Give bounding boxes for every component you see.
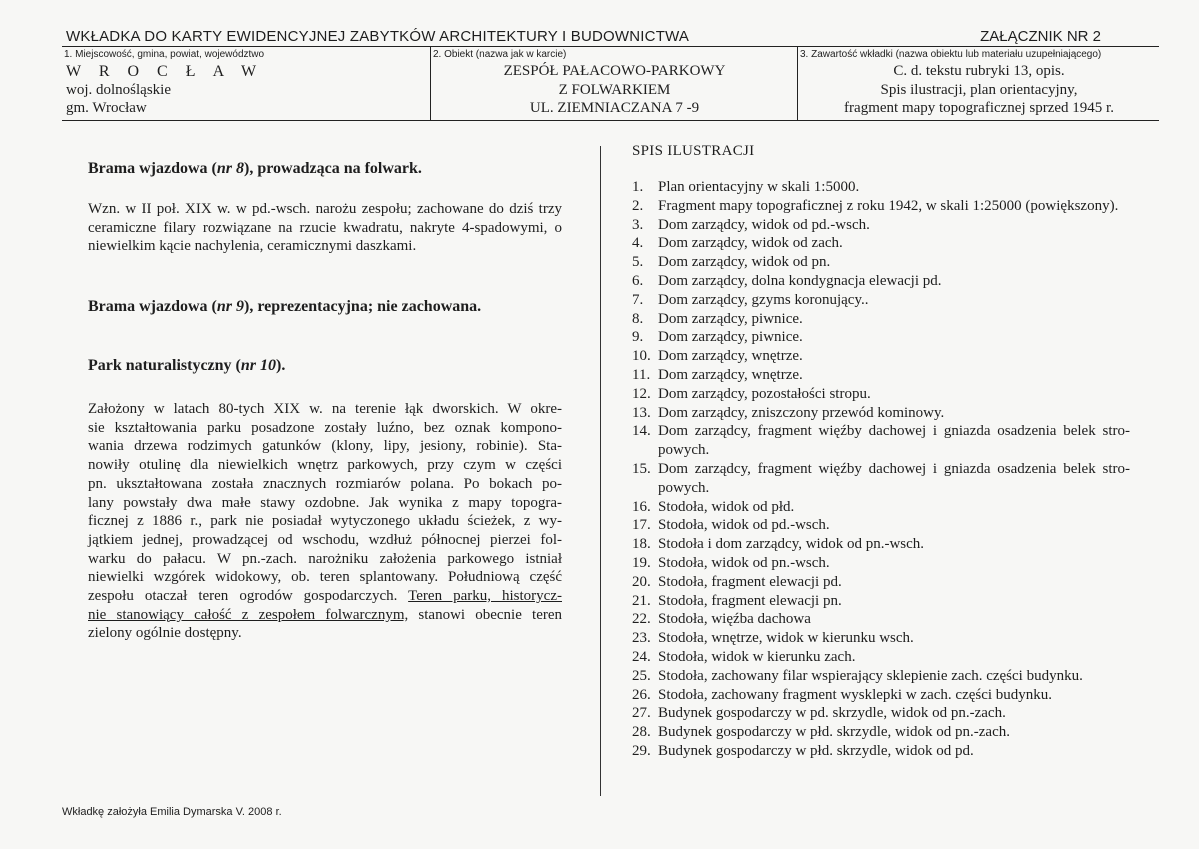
list-item-text: Stodoła, widok od pd.-wsch. <box>658 517 830 534</box>
header-table <box>62 46 1159 121</box>
list-item <box>632 535 1132 554</box>
location-label: 1. Miejscowość, gmina, powiat, województwo <box>64 49 265 60</box>
object-name-line1: ZESPÓŁ PAŁACOWO-PARKOWY <box>503 63 726 79</box>
list-item-text: Stodoła, zachowany filar wspierający sklepienie zach. części budynku. <box>658 667 1083 684</box>
contents-line3: fragment mapy topograficznej sprzed 1945 r. <box>844 100 1114 116</box>
list-item-text: powych. <box>658 442 710 459</box>
list-item <box>632 742 1132 761</box>
list-item-number: 2. <box>632 197 644 214</box>
list-item-number: 5. <box>632 254 644 271</box>
list-item-text: Dom zarządcy, fragment więźby dachowej i gniazda osadzenia belek stro- <box>658 460 1130 477</box>
section-text-park: Założony w latach 80-tych XIX w. na terenie łąk dworskich. W okre- sie kształtowania parku posadzone zostały luźno, bez oznak kompono- wania drzewa rodzimych gatunków (klony, lipy, jesiony, robinie). Sta- nowiły otulinę dla niewielkich wnętrz parkowych, przy czym w części pn. ukształtowana została znacznych rozmiarów polana. Po bokach po- lany powstały dwa małe stawy ozdobne. Jak wynika z mapy topogra- ficznej z 1886 r., park nie posiadał wytyczonego układu ścieżek, z wy- jątkiem jednej, prowadzącej od wschodu, wzdłuż północnej pierzei fol- warku do pałacu. W pn.-zach. narożniku założenia parkowego istniał niewielki wzgórek widokowy, ob. teren splantowany. Południową część zespołu otaczał teren ogrodów gospodarczych. Teren parku, historycz- nie stanowiący całość z zespołem folwarcznym, stanowi obecnie teren zielony ogólnie dostępny. <box>88 401 562 642</box>
footer-author: Wkładkę założyła Emilia Dymarska V. 2008 r. <box>62 806 282 818</box>
list-item-number: 24. <box>632 648 651 665</box>
section-text-gate-8: Wzn. w II poł. XIX w. w pd.-wsch. narożu zespołu; zachowane do dziś trzy ceramiczne filary rozwiązane na rzucie kwadratu, nakryte 4-spadowymi, o niewielkim kącie nachylenia, ceramicznymi daszkami. <box>88 201 562 255</box>
list-item <box>632 704 1132 723</box>
contents-label: 3. Zawartość wkładki (nazwa obiektu lub materiału uzupełniającego) <box>800 49 1102 60</box>
contents-cell <box>797 47 1160 120</box>
list-item-text: Budynek gospodarczy w pd. skrzydle, widok od pn.-zach. <box>658 705 1006 722</box>
list-item <box>632 253 1132 272</box>
list-item-text: Dom zarządcy, wnętrze. <box>658 366 803 383</box>
list-item-text: Dom zarządcy, gzyms koronujący.. <box>658 291 869 308</box>
list-item-number: 25. <box>632 667 651 684</box>
list-item-text: powych. <box>658 479 710 496</box>
document-title: WKŁADKA DO KARTY EWIDENCYJNEJ ZABYTKÓW ARCHITEKTURY I BUDOWNICTWA <box>66 28 690 45</box>
object-cell <box>430 47 798 120</box>
list-item-text: Dom zarządcy, piwnice. <box>658 310 803 327</box>
object-name-line2: Z FOLWARKIEM <box>558 82 671 98</box>
list-item-number: 15. <box>632 460 651 477</box>
list-item <box>632 310 1132 329</box>
list-item <box>632 648 1132 667</box>
list-item <box>632 498 1132 517</box>
list-item-text: Dom zarządcy, pozostałości stropu. <box>658 385 871 402</box>
list-item <box>632 723 1132 742</box>
list-item-text: Dom zarządcy, widok od pd.-wsch. <box>658 216 870 233</box>
list-item <box>632 291 1132 310</box>
list-item-number: 8. <box>632 310 644 327</box>
list-item-text: Stodoła, fragment elewacji pn. <box>658 592 842 609</box>
list-item <box>632 178 1132 197</box>
list-item <box>632 516 1132 535</box>
list-item-number: 17. <box>632 517 651 534</box>
illustrations-list-title: SPIS ILUSTRACJI <box>632 143 755 159</box>
list-item <box>632 592 1132 611</box>
list-item-number: 12. <box>632 385 651 402</box>
list-item-text: Stodoła i dom zarządcy, widok od pn.-wsch. <box>658 536 925 553</box>
list-item <box>632 629 1132 648</box>
list-item-text: Dom zarządcy, piwnice. <box>658 329 803 346</box>
list-item-number: 6. <box>632 272 644 289</box>
object-address: UL. ZIEMNIACZANA 7 -9 <box>529 100 700 116</box>
list-item <box>632 667 1132 686</box>
list-item-text: Dom zarządcy, zniszczony przewód kominowy. <box>658 404 945 421</box>
list-item <box>632 234 1132 253</box>
list-item-text: Budynek gospodarczy w płd. skrzydle, widok od pn.-zach. <box>658 724 1011 741</box>
list-item-number: 23. <box>632 630 651 647</box>
list-item <box>632 347 1132 366</box>
list-item-number: 9. <box>632 329 644 346</box>
list-item-text: Stodoła, więźba dachowa <box>658 611 811 628</box>
list-item-number: 27. <box>632 705 651 722</box>
list-item <box>632 686 1132 705</box>
list-item <box>632 422 1132 460</box>
list-item <box>632 197 1132 216</box>
list-item-text: Stodoła, widok w kierunku zach. <box>658 648 856 665</box>
list-item-number: 11. <box>632 366 651 383</box>
list-item-number: 21. <box>632 592 651 609</box>
list-item <box>632 460 1132 498</box>
list-item-number: 13. <box>632 404 651 421</box>
list-item-number: 22. <box>632 611 651 628</box>
list-item <box>632 366 1132 385</box>
list-item <box>632 216 1132 235</box>
list-item-text: Dom zarządcy, dolna kondygnacja elewacji pd. <box>658 272 942 289</box>
list-item-text: Dom zarządcy, wnętrze. <box>658 348 803 365</box>
list-item-number: 14. <box>632 423 651 440</box>
list-item-text: Dom zarządcy, fragment więźby dachowej i gniazda osadzenia belek stro- <box>658 423 1130 440</box>
list-item <box>632 328 1132 347</box>
contents-line2: Spis ilustracji, plan orientacyjny, <box>880 82 1078 98</box>
list-item-number: 26. <box>632 686 651 703</box>
list-item <box>632 385 1132 404</box>
list-item-text: Stodoła, zachowany fragment wysklepki w zach. części budynku. <box>658 686 1053 703</box>
list-item-number: 3. <box>632 216 644 233</box>
list-item <box>632 573 1132 592</box>
list-item-text: Stodoła, fragment elewacji pd. <box>658 573 842 590</box>
list-item <box>632 610 1132 629</box>
list-item-number: 18. <box>632 536 651 553</box>
list-item <box>632 404 1132 423</box>
list-item-number: 4. <box>632 235 644 252</box>
section-title-gate-9: Brama wjazdowa (nr 9), reprezentacyjna; nie zachowana. <box>88 298 482 315</box>
voivodeship: woj. dolnośląskie <box>66 82 171 98</box>
list-item-number: 28. <box>632 724 651 741</box>
list-item <box>632 272 1132 291</box>
illustrations-list <box>632 178 1132 761</box>
list-item-number: 16. <box>632 498 651 515</box>
list-item-number: 29. <box>632 742 651 759</box>
list-item-number: 7. <box>632 291 644 308</box>
contents-line1: C. d. tekstu rubryki 13, opis. <box>893 63 1065 79</box>
list-item-text: Plan orientacyjny w skali 1:5000. <box>658 179 860 195</box>
list-item <box>632 554 1132 573</box>
column-divider <box>600 146 601 796</box>
annex-number: ZAŁĄCZNIK NR 2 <box>980 28 1101 45</box>
list-item-number: 1. <box>632 179 644 195</box>
list-item-number: 20. <box>632 573 651 590</box>
municipality: gm. Wrocław <box>66 100 147 116</box>
list-item-number: 10. <box>632 348 651 365</box>
list-item-text: Dom zarządcy, widok od zach. <box>658 235 843 252</box>
list-item-text: Dom zarządcy, widok od pn. <box>658 254 831 271</box>
list-item-text: Fragment mapy topograficznej z roku 1942, w skali 1:25000 (powiększony). <box>658 197 1119 214</box>
object-label: 2. Obiekt (nazwa jak w karcie) <box>433 49 567 60</box>
location-cell <box>62 47 430 120</box>
list-item-text: Stodoła, widok od pn.-wsch. <box>658 554 830 571</box>
section-title-park: Park naturalistyczny (nr 10). <box>88 357 286 374</box>
list-item-text: Budynek gospodarczy w płd. skrzydle, widok od pd. <box>658 742 974 759</box>
list-item-number: 19. <box>632 554 651 571</box>
list-item-text: Stodoła, widok od płd. <box>658 498 795 515</box>
city-name: W R O C Ł A W <box>66 63 264 80</box>
list-item-text: Stodoła, wnętrze, widok w kierunku wsch. <box>658 630 914 647</box>
section-title-gate-8: Brama wjazdowa (nr 8), prowadząca na folwark. <box>88 160 422 177</box>
